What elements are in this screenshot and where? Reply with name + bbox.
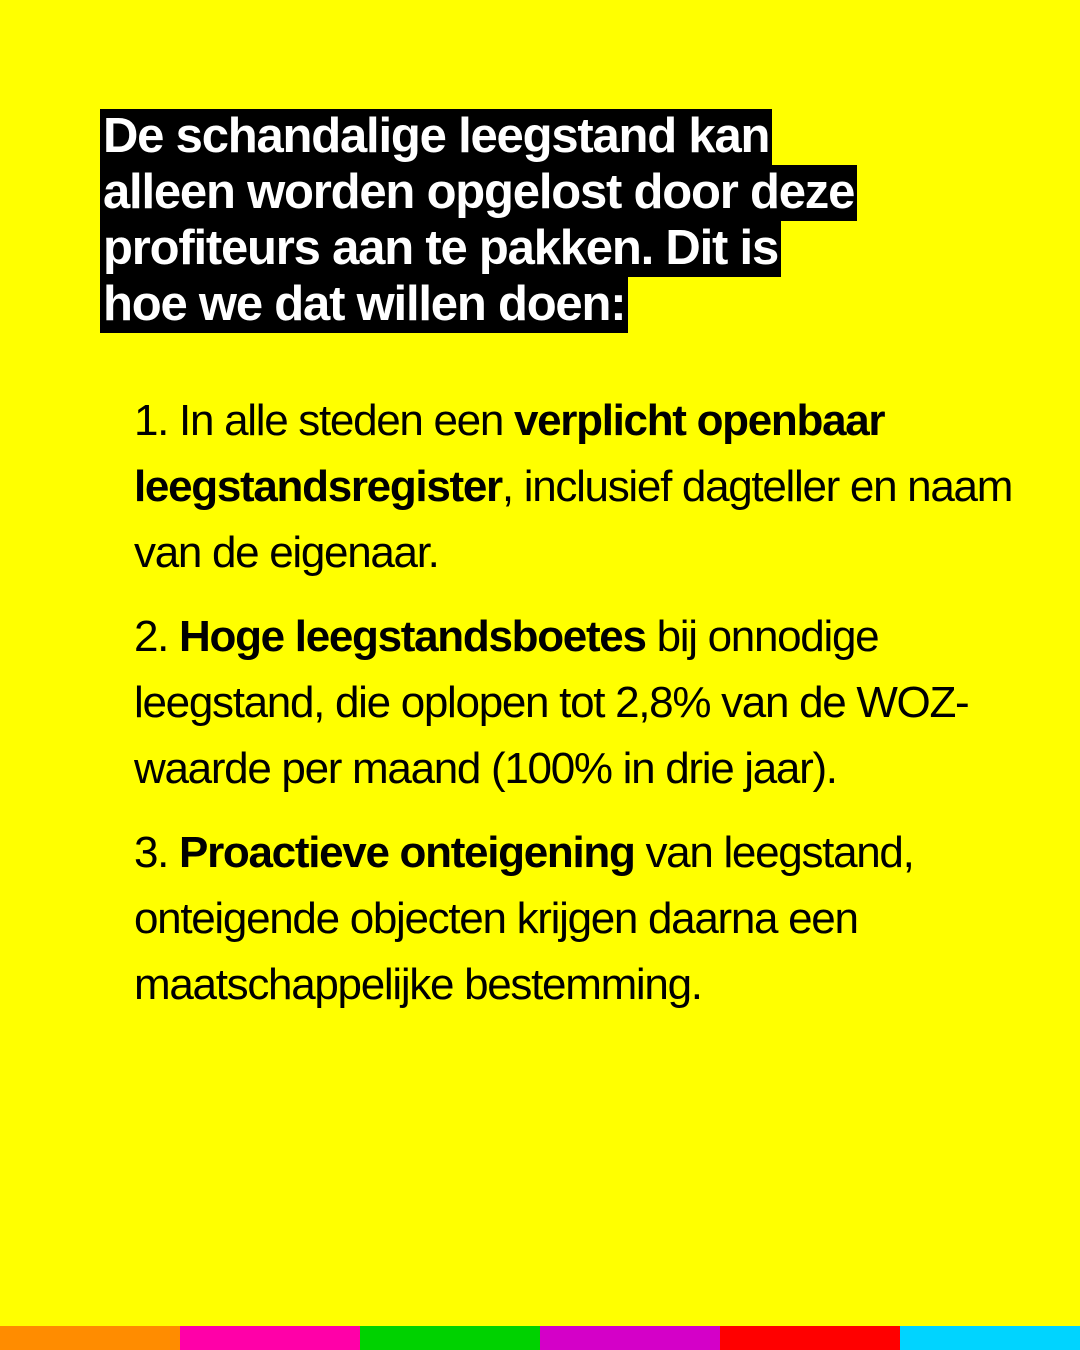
headline-line-2: alleen worden opgelost door deze — [100, 164, 1020, 220]
demand-item-2 — [134, 604, 1014, 802]
demand-highlight: Hoge leegstandsboetes — [179, 612, 646, 661]
demand-text: In alle steden een — [179, 396, 504, 445]
demand-text: van leegstand, onteigende objecten krijgen daarna een maatschappelijke bestemming. — [134, 828, 914, 1009]
color-segment-orange — [0, 1326, 180, 1350]
headline-line-3: profiteurs aan te pakken. Dit is — [100, 220, 1020, 276]
demands-list — [134, 388, 1014, 1036]
demand-item-3 — [134, 820, 1014, 1018]
headline-line-4: hoe we dat willen doen: — [100, 276, 1020, 332]
demand-item-1 — [134, 388, 1014, 586]
demand-number: 2. — [134, 612, 169, 661]
demand-number: 1. — [134, 396, 169, 445]
headline — [100, 108, 1020, 332]
demand-number: 3. — [134, 828, 169, 877]
color-segment-cyan — [900, 1326, 1080, 1350]
color-segment-green — [360, 1326, 540, 1350]
color-segment-red — [720, 1326, 900, 1350]
demand-text: , inclusief dagteller en naam van de eigenaar. — [134, 462, 1013, 577]
demand-text: bij onnodige leegstand, die oplopen tot 2,8% van de WOZ-waarde per maand (100% in drie jaar). — [134, 612, 969, 793]
headline-line-1: De schandalige leegstand kan — [100, 108, 1020, 164]
color-stripe-bar — [0, 1326, 1080, 1350]
demand-highlight: verplicht openbaar leegstandsregister — [134, 396, 885, 511]
color-segment-purple — [540, 1326, 720, 1350]
demand-highlight: Proactieve onteigening — [179, 828, 635, 877]
color-segment-pink — [180, 1326, 360, 1350]
